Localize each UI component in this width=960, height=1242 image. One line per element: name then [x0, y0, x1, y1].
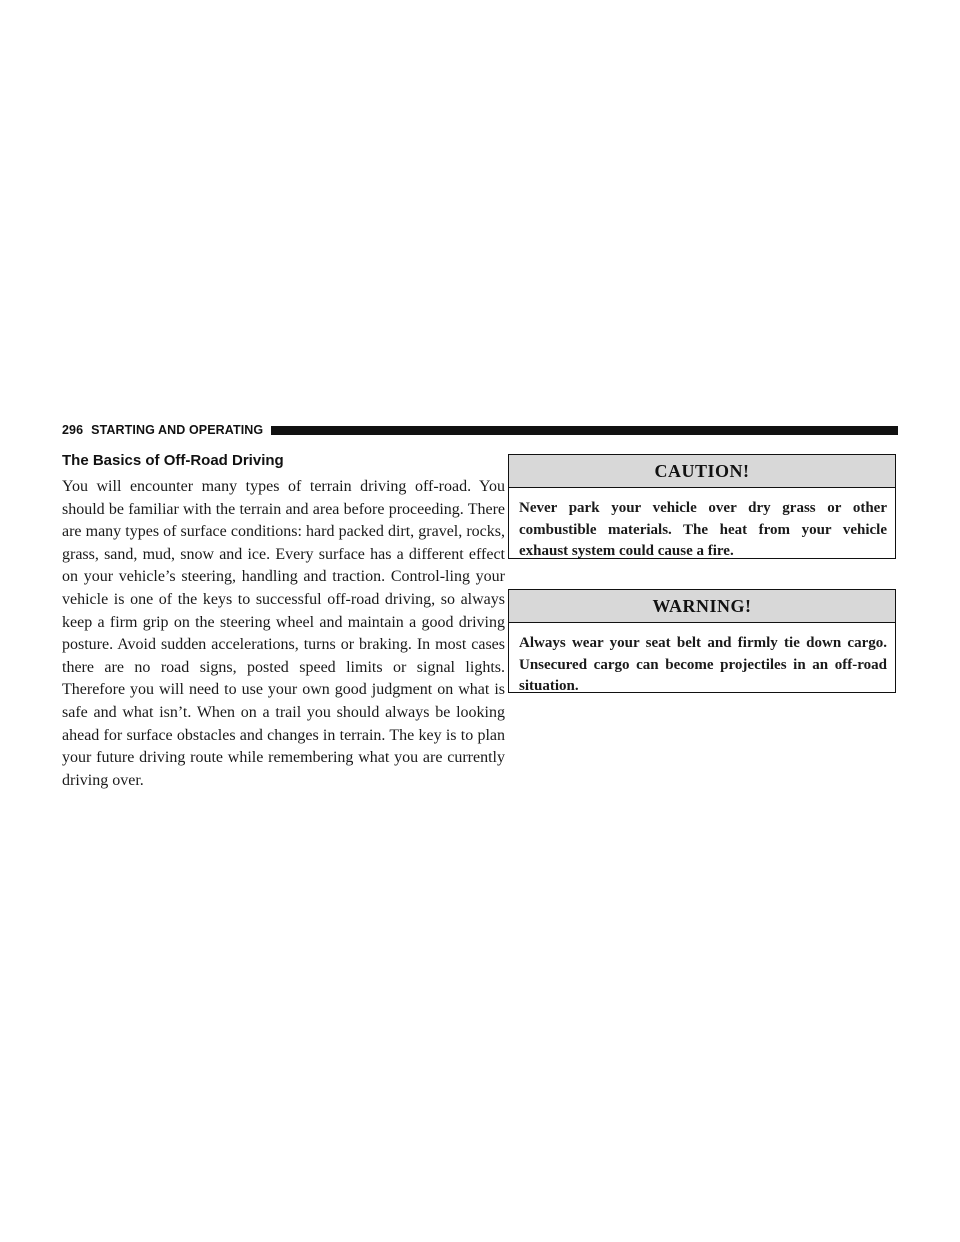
section-title-running: STARTING AND OPERATING — [91, 423, 264, 437]
caution-text: Never park your vehicle over dry grass or other combustible materials. The heat from your vehicle exhaust system could cause a fire. — [519, 500, 887, 559]
warning-box — [508, 589, 896, 693]
page-number: 296 — [62, 423, 84, 437]
page-header — [62, 422, 898, 438]
body-paragraph: You will encounter many types of terrain driving off-road. You should be familiar with the terrain and area before proceeding. There are many types of surface conditions: hard packed dirt, gravel, rocks, grass, sand, mud, snow and ice. Every surface has a different effect on your vehicle’s steering, handling and traction. Control-ling your vehicle is one of the keys to successful off-road driving, so always keep a firm grip on the steering wheel and maintain a good driving posture. Avoid sudden accelerations, turns or braking. In most cases there are no road signs, posted speed limits or signal lights. Therefore you will need to use your own good judgment on what is safe and what isn’t. When on a trail you should always be looking ahead for surface obstacles and changes in terrain. The key is to plan your future driving route while remembering what you are currently driving over. — [62, 478, 505, 789]
header-rule — [271, 426, 898, 435]
caution-heading: CAUTION! — [509, 455, 895, 488]
main-column — [62, 452, 505, 792]
warning-text: Always wear your seat belt and firmly tie down cargo. Unsecured cargo can become projectiles in an off-road situation. — [519, 635, 887, 694]
warning-heading: WARNING! — [509, 590, 895, 623]
caution-box — [508, 454, 896, 559]
section-heading: The Basics of Off-Road Driving — [62, 452, 284, 469]
